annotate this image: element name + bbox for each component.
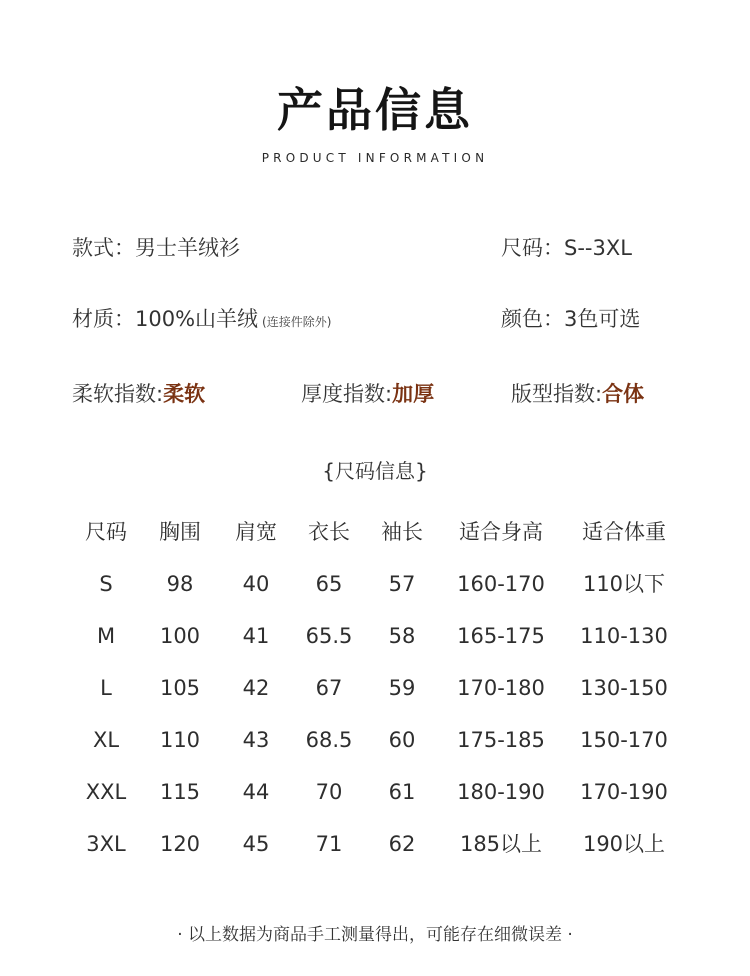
style-info [72,232,240,262]
fit-label: 版型指数: [511,382,603,406]
table-cell: 180-190 [457,780,545,804]
table-cell: 190以上 [582,832,666,856]
material-note: (连接件除外) [262,315,332,329]
table-row [0,720,750,760]
measurement-disclaimer: · 以上数据为商品手工测量得出，可能存在细微误差 · [177,925,573,945]
table-row [0,824,750,864]
table-header-row [0,512,750,552]
softness-index [72,378,205,408]
page-subtitle: PRODUCT INFORMATION [261,151,489,165]
page-title: 产品信息 [277,83,473,137]
table-cell: 57 [388,572,416,596]
material-info [72,303,331,333]
header-cell: 适合身高 [459,520,543,544]
table-cell: 59 [388,676,416,700]
size-section-title: {尺码信息} [322,459,428,483]
color-value: 3色可选 [564,307,641,331]
table-row [0,616,750,656]
table-cell: 61 [388,780,416,804]
table-cell: 150-170 [580,728,668,752]
table-cell: 71 [315,832,343,856]
table-cell: 58 [388,624,416,648]
size-info [501,232,632,262]
table-cell: 130-150 [580,676,668,700]
table-cell: 100 [159,624,201,648]
table-cell: 40 [242,572,270,596]
header-cell: 胸围 [159,520,201,544]
table-cell: 41 [242,624,270,648]
table-cell: 44 [242,780,270,804]
material-value: 100%山羊绒 [135,307,259,331]
size-label: 尺码： [501,236,564,260]
header-cell: 肩宽 [235,520,277,544]
table-cell: 67 [315,676,343,700]
table-row [0,564,750,604]
table-cell: 60 [388,728,416,752]
table-cell: 65.5 [305,624,353,648]
table-cell: XL [92,728,120,752]
style-value: 男士羊绒衫 [135,236,240,260]
table-cell: 110以下 [582,572,666,596]
table-cell: 120 [159,832,201,856]
style-label: 款式： [72,236,135,260]
softness-value: 柔软 [163,382,206,406]
table-cell: 105 [159,676,201,700]
size-value: S--3XL [564,236,632,260]
table-cell: M [96,624,116,648]
table-cell: 70 [315,780,343,804]
table-cell: 175-185 [457,728,545,752]
table-cell: 3XL [86,832,126,856]
table-cell: 98 [166,572,194,596]
fit-value: 合体 [602,382,645,406]
softness-label: 柔软指数: [72,382,164,406]
table-cell: 160-170 [457,572,545,596]
table-cell: 45 [242,832,270,856]
table-row [0,668,750,708]
table-cell: 170-190 [580,780,668,804]
table-cell: 110-130 [580,624,668,648]
table-cell: XXL [85,780,127,804]
material-label: 材质： [72,307,135,331]
table-cell: S [99,572,113,596]
table-cell: 170-180 [457,676,545,700]
header-cell: 袖长 [381,520,423,544]
table-cell: 165-175 [457,624,545,648]
color-label: 颜色： [501,307,564,331]
table-cell: 68.5 [305,728,353,752]
table-cell: 62 [388,832,416,856]
fit-index [511,378,644,408]
table-cell: 110 [159,728,201,752]
table-row [0,772,750,812]
thickness-label: 厚度指数: [301,382,393,406]
table-cell: 185以上 [459,832,543,856]
table-cell: 43 [242,728,270,752]
thickness-index [301,378,434,408]
header-cell: 适合体重 [582,520,666,544]
table-cell: L [100,676,112,700]
table-cell: 65 [315,572,343,596]
header-cell: 衣长 [308,520,350,544]
color-info [501,303,640,333]
header-cell: 尺码 [85,520,127,544]
table-cell: 42 [242,676,270,700]
table-cell: 115 [159,780,201,804]
thickness-value: 加厚 [392,382,435,406]
